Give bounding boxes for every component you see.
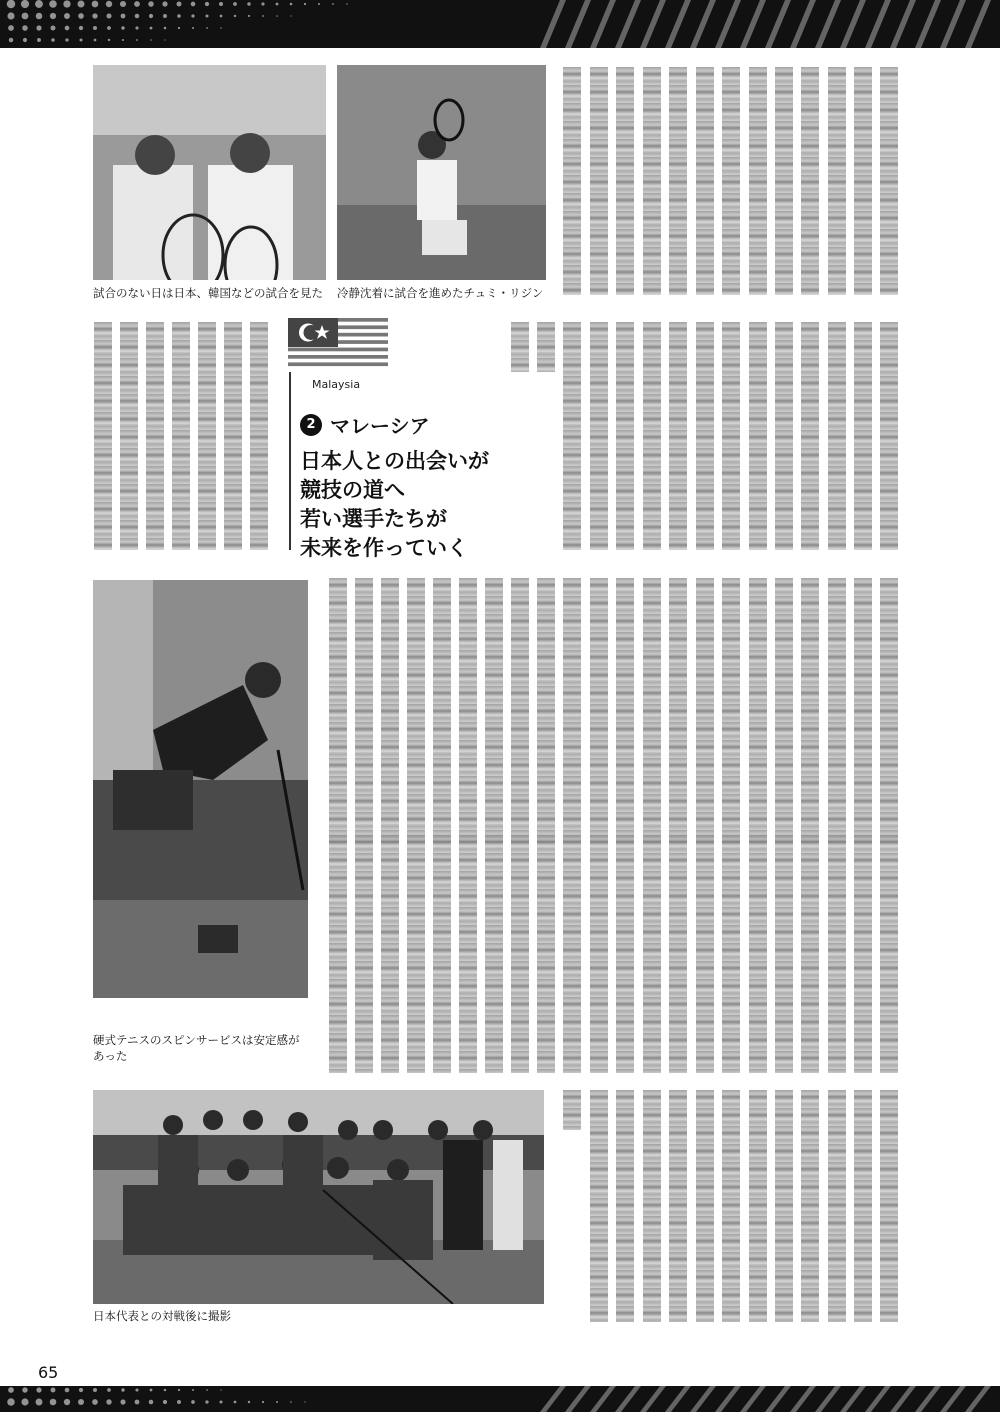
text-column — [801, 67, 819, 295]
section-headline — [300, 446, 489, 562]
text-column — [880, 835, 898, 1073]
photo-serve — [93, 580, 308, 998]
text-column — [749, 578, 767, 843]
text-column — [433, 578, 451, 843]
text-column — [616, 835, 634, 1073]
text-column — [381, 835, 399, 1073]
top-decorative-band — [0, 0, 1000, 48]
photo3-caption: 硬式テニスのスピンサービスは安定感があった — [93, 1033, 300, 1063]
text-column — [696, 835, 714, 1073]
text-column — [749, 1090, 767, 1322]
text-column — [355, 578, 373, 843]
text-column — [749, 67, 767, 295]
text-column — [590, 578, 608, 843]
text-column — [329, 578, 347, 843]
text-column — [643, 1090, 661, 1322]
text-column — [355, 835, 373, 1073]
text-column — [563, 322, 581, 550]
text-column — [643, 578, 661, 843]
text-column — [669, 578, 687, 843]
text-column — [696, 578, 714, 843]
text-column — [643, 67, 661, 295]
text-column — [224, 322, 242, 550]
text-column — [590, 67, 608, 295]
text-column — [590, 322, 608, 550]
text-column — [120, 322, 138, 550]
text-column — [828, 322, 846, 550]
text-column — [801, 578, 819, 843]
text-column — [590, 835, 608, 1073]
text-column — [854, 835, 872, 1073]
text-column — [563, 67, 581, 295]
text-column — [801, 835, 819, 1073]
headline-line: 若い選手たちが — [300, 506, 447, 531]
text-column — [722, 835, 740, 1073]
text-column — [563, 578, 581, 843]
text-column — [407, 578, 425, 843]
text-column — [537, 322, 555, 372]
text-column — [696, 322, 714, 550]
text-column — [854, 67, 872, 295]
text-column — [854, 578, 872, 843]
text-column — [696, 1090, 714, 1322]
section-number-badge: 2 — [300, 414, 322, 436]
country-english-label: Malaysia — [312, 378, 361, 391]
text-column — [669, 67, 687, 295]
text-column — [250, 322, 268, 550]
text-column — [433, 835, 451, 1073]
text-column — [511, 578, 529, 843]
text-column — [880, 578, 898, 843]
text-column — [511, 322, 529, 372]
text-column — [775, 1090, 793, 1322]
text-column — [198, 322, 216, 550]
photo-two-players — [93, 65, 326, 280]
text-column — [722, 322, 740, 550]
text-column — [511, 835, 529, 1073]
text-column — [381, 578, 399, 843]
photo-player-forehand — [337, 65, 546, 280]
section-vertical-rule — [289, 372, 291, 550]
text-column — [775, 67, 793, 295]
text-column — [669, 1090, 687, 1322]
text-column — [669, 322, 687, 550]
text-column — [828, 578, 846, 843]
text-column — [563, 835, 581, 1073]
headline-line: 日本人との出会いが — [300, 448, 489, 473]
text-column — [775, 578, 793, 843]
text-column — [880, 67, 898, 295]
text-column — [643, 322, 661, 550]
text-column — [537, 835, 555, 1073]
text-column — [616, 322, 634, 550]
text-column — [669, 835, 687, 1073]
text-column — [854, 1090, 872, 1322]
text-column — [828, 1090, 846, 1322]
text-column — [828, 67, 846, 295]
bottom-decorative-band — [0, 1386, 1000, 1412]
text-column — [722, 578, 740, 843]
text-column — [563, 1090, 581, 1130]
text-column — [854, 322, 872, 550]
photo4-caption: 日本代表との対戦後に撮影 — [93, 1309, 231, 1323]
text-column — [590, 1090, 608, 1322]
text-column — [880, 322, 898, 550]
photo2-caption: 冷静沈着に試合を進めたチュミ・リジン — [337, 286, 544, 300]
text-column — [696, 67, 714, 295]
headline-line: 競技の道へ — [300, 477, 405, 502]
text-column — [146, 322, 164, 550]
text-column — [616, 67, 634, 295]
text-column — [407, 835, 425, 1073]
text-column — [537, 578, 555, 843]
section-title — [300, 410, 430, 439]
photo1-caption: 試合のない日は日本、韓国などの試合を見た — [93, 286, 323, 300]
malaysia-flag-icon — [288, 318, 388, 370]
text-column — [94, 322, 112, 550]
text-column — [329, 835, 347, 1073]
text-column — [616, 1090, 634, 1322]
text-column — [643, 835, 661, 1073]
text-column — [485, 835, 503, 1073]
text-column — [722, 1090, 740, 1322]
text-column — [459, 578, 477, 843]
text-column — [828, 835, 846, 1073]
text-column — [801, 1090, 819, 1322]
headline-line: 未来を作っていく — [300, 535, 468, 560]
text-column — [722, 67, 740, 295]
text-column — [485, 578, 503, 843]
text-column — [801, 322, 819, 550]
text-column — [775, 835, 793, 1073]
photo-team-group — [93, 1090, 544, 1304]
text-column — [775, 322, 793, 550]
text-column — [749, 835, 767, 1073]
text-column — [172, 322, 190, 550]
section-title-text: マレーシア — [330, 414, 430, 438]
text-column — [616, 578, 634, 843]
page-number: 65 — [38, 1363, 59, 1382]
text-column — [880, 1090, 898, 1322]
text-column — [459, 835, 477, 1073]
text-column — [749, 322, 767, 550]
